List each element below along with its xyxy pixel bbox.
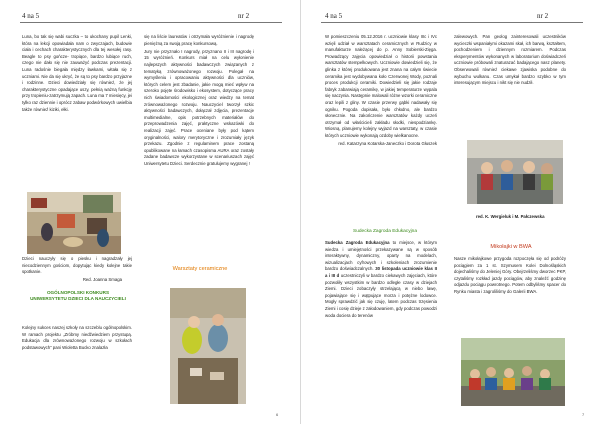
right-page	[300, 0, 600, 424]
geo-name: Sudecka Zagroda Edukacyjna	[325, 240, 390, 245]
ceramics-author: red. Katarzyna Kotarska-Janeczko i Dorota Głuszek	[338, 141, 437, 147]
right-header-number: nr 2	[537, 12, 549, 20]
right-column-1	[325, 34, 437, 149]
left-page-number: 6	[276, 412, 279, 417]
mikolajki-text: Nasze mikołajkowe przygoda rozpoczęła się od podróży pociągiem za 1 st. Szymusem Kolei Dolnośląskich dojechaliśmy do Jeleniej Góry. Obejrzeliśmy dworzec PKP, czytaliśmy rozkład jazdy pociągów, aby znaleźć godzinę odjazdu pociągu powrotnego. Potem odbyliśmy spacer do Rynku miasta i zagroliliśmy do Galerii BWA.	[454, 256, 566, 294]
left-header-issue: 4 na 5	[22, 12, 40, 20]
mikolajki-text-block	[454, 256, 566, 297]
geo-text-2: uczestniczyli w bardzo ciekawych zajęciach, które pozwoliły wszystkim w bardzo odległe czasy w dziejach Ziemi. Dzieci zobaczyły strzelającą w niebo lawę, pojawiające się i wątpujące morza i potężne lodowce. Mogły sprawdzić jak się czuję, latem podczas trzęsienia Ziemi i cosię dzieje z załodowaniem, gdy podczas powodzi woda dociera do terenów	[325, 272, 437, 318]
geo-text-block	[325, 240, 437, 321]
geo-heading: Sudecka Zagroda Edukacyjna	[353, 229, 417, 234]
geology-class-photo	[467, 140, 563, 204]
luna-author: Red. Joanna Smaga	[82, 277, 122, 283]
classroom-dog-photo	[27, 192, 121, 254]
geo-text-continued: zalewowych. Pan geolog zainteresowali uczestników wycieczki wspaniałymi okazami skał, ich barwą, kształtem, pochodzeniem i dziennym rozmiarem. Podczas eksperymentów wykonanych w laboratorium doświadczeń uczniowie próbowali znaturazać badającego nasz planety. Obserwowali również ciekawe zjawiska podobne do wybuchu wulkanu. Czas umykał bardzo szybko w tym interesującym miejscu i nikt się nie nudził.	[454, 34, 566, 86]
contest-text-continued: się na liście laureatów i otrzymała wyróżnienie i nagrodę pieniężną za swoją pracę konkursową.	[144, 34, 254, 46]
mikolajki-heading: Mikołajki w BWA	[490, 244, 532, 250]
luna-story: Luna, bo tak się wabi suczka – to ukochany pupil Lenki, która na lekcji opowiadała nam o zwyczajach, budowie ciała i cechach charakterystycznych dla tej wesołej rasy. Beagle to psy gończe- tropiące, bardzo lubiące ruch, czego nie dało się nie zauważyć podczas prezentacji. Luna radośnie biegała między ławkami, witała się z uczniami. Nie da się ukryć, że są to psy bardzo przyjazne i rodzinne. Dzieci dowiedziały się również, że jej charakterystyczne opadające uszy, pełnią ważną funkcję przy tropieniu-zatrzymują zapach. Luna ma 7 miesięcy, jei tylko raz dziennie i oprócz zabaw podwórkowych uwielbia także równieź kiziki, ełki.	[22, 34, 133, 112]
right-page-number: 7	[582, 412, 585, 417]
ceramics-heading: Warsztaty ceramiczne	[172, 266, 228, 272]
contest-details: Jury nie przyznało I nagrody, przyznano II i III nagrodę i 15 wyróżnień. Konkurs miał na celu wyłonienie najlepszych aktywności badawczych związanych z tematyką zrównoważonego rozwoju. Polegał na wymyśleniu i opracowaniu aktywności dla uczniów, których celem jest zbadanie, jakie mogą mieć wpływ na szeroko pojęte środowisko i ekosystem, dotyczące pracy nich świadomości ekologicznej oraz wiedzy na temat zrównoważonego rozwoju. Nauczyciel tworzył szkic aktywności badawczych, dołączał zdjęcia, prezentacje multimedialne, opis potrzebnych materiałów do przeprowadzenia zajęć, praktyczne wskazówki do realizacji zajęć. Prace oceniane były pod kątem oryginalności, walory merytoryczne i zrozumiały język przekazu. Zgodnie z regulaminem prace zostaną opublikowane na łamach czasopisma AURA oraz zostały zadane badawcze wykorzystane w scenariuszach zajęć Uniwersytetu Dzieci. Serdecznie gratulujemy wygranej !	[144, 48, 254, 166]
left-column-1-bottom	[22, 256, 132, 286]
left-header-rule	[20, 22, 282, 23]
left-column-1	[22, 34, 132, 115]
right-header-rule	[321, 22, 583, 23]
right-header-issue: 4 na 5	[325, 12, 343, 20]
contest-text-block	[22, 325, 132, 353]
ceramics-photo	[170, 288, 246, 404]
geology-photo-caption: red. K. Wergieluk i M. Pałczewska	[476, 214, 545, 219]
contest-text: Kolejny sukces naszej szkoły na szczeblu ogólnopolskim. W ramach projektu „Zróbmy niedźwiedziem przystupą. Edukacja dla zrównoważonego rozwoju w szkołach podstawowych” pani Wioletta Bucko znalazła	[22, 325, 132, 350]
right-column-2	[454, 34, 566, 88]
left-header-number: nr 2	[238, 12, 250, 20]
geo-date: 30 listopada uczniowie klas II a i III d	[325, 266, 438, 278]
mikolajki-photo	[461, 338, 565, 406]
geo-text: to miejsce, w którym wiedza i umiejętności przekazywane są w sposób interaktywny, dynamiczny, oparty na modelach, wizualizacjach cyfrowych i szkoleniach zrozumienie bardzo doświadczalnych.	[325, 240, 437, 272]
left-column-2	[144, 34, 254, 169]
luna-story-end: Dzieci nauczyły się o piesku i nagradzały jej niecodziennym gościom, dopytując kiedy kolejne takie spotkanie.	[22, 256, 132, 275]
contest-heading: OGÓLNOPOLSKI KONKURS UNIWERSYTETU DZIECI DLA NAUCZYCIELI	[30, 290, 126, 302]
ceramics-story: W pomieszczeniu 05.12.2016 r. uczniowie klasy IIIc i IVc wzięli udział w warsztatach ceramicznych w Rudzicy w manufakturze należącej do p. Anny Sobierski-Zięga. Prowadzący zajęcia opowiedział o historii powstania warsztatów stempelkowych. Uczniowie dowiedzieli się, że glinka z której produkowana jest znana na całym świecie ceramika jest wydobywana koło Czerwonej Wody, poznali proces produkcji ceramiki. Dowiedzieli się jakie rodzaje fabryk zabarwiają ceramikę, w jakiej temperaturze wypala się naczynia. Następnie malowali różne wzorki ceramiczne oraz lepili z gliny. W czasie przerwy gąbki nadawały się ogniku. Pogoda dopisała, było chłodno, ale bardzo słonecznie. Na zakończenie warsztatów każdy uczeń otrzymał od właścicieli zakładu słodki, niespodziankę. Wiosną, planujemy kolejny wyjazd na warsztaty, w czasie których uczniowie wykonają ozdoby wielkanocne.	[325, 34, 437, 138]
